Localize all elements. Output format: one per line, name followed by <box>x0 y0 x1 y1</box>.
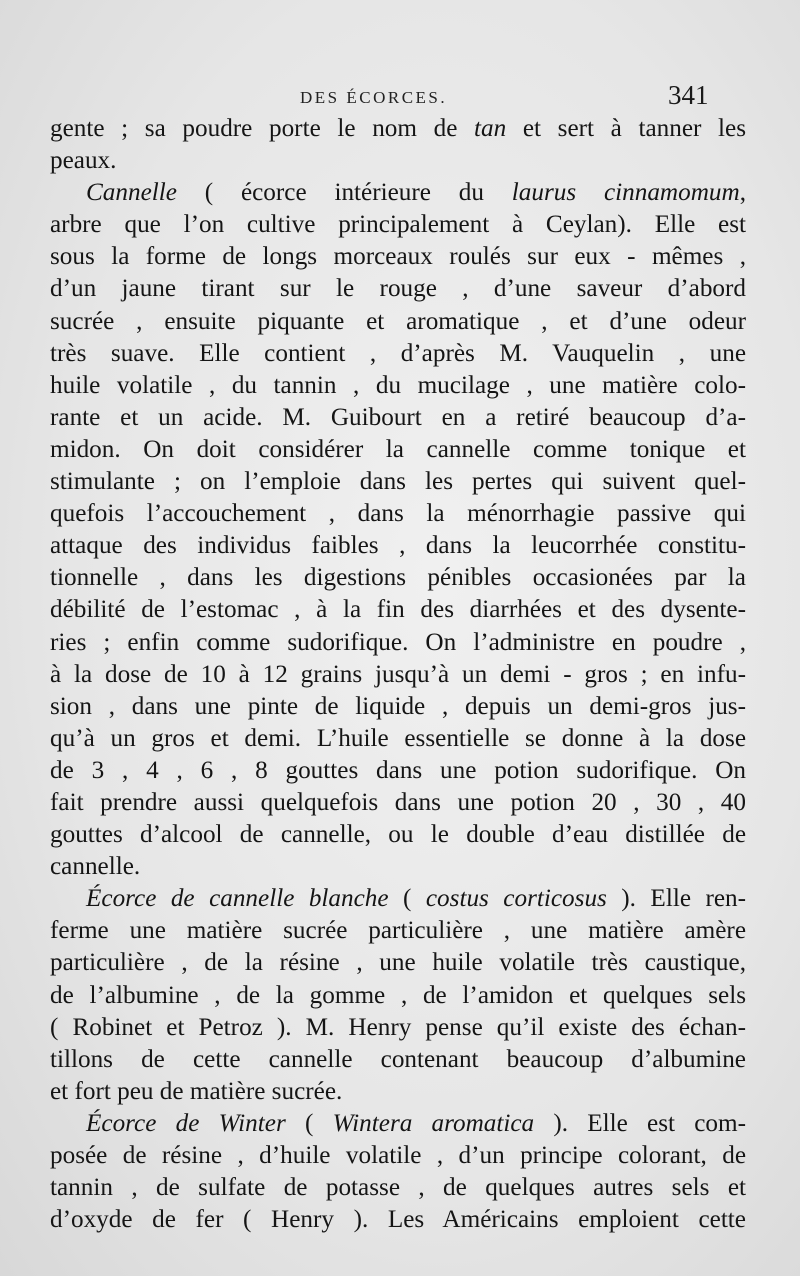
text-run: stimulante ; on l’emploie dans les pertes qui suivent quel- <box>50 468 746 496</box>
text-run: d’oxyde de fer ( Henry ). Les Américains emploient cette <box>50 1206 746 1234</box>
text-line <box>50 434 746 466</box>
page-number: 341 <box>668 80 709 110</box>
text-run: , <box>739 179 746 207</box>
text-line <box>50 241 746 273</box>
body-text <box>50 113 746 1236</box>
text-line <box>50 980 746 1012</box>
text-line <box>50 209 746 241</box>
text-run: midon. On doit considérer la cannelle comme tonique et <box>50 435 746 463</box>
text-run: cannelle. <box>50 853 141 881</box>
text-run: et fort peu de matière sucrée. <box>50 1077 343 1105</box>
text-run: tillons de cette cannelle contenant beaucoup d’albumine <box>50 1045 746 1073</box>
text-run: et sert à tanner les <box>506 115 746 142</box>
text-line <box>50 306 746 338</box>
text-line <box>50 787 746 819</box>
text-run: à la dose de 10 à 12 grains jusqu’à un demi - gros ; en infu- <box>50 660 746 688</box>
running-head <box>0 80 800 116</box>
text-run: tannin , de sulfate de potasse , de quelques autres sels et <box>50 1174 746 1202</box>
text-run: gouttes d’alcool de cannelle, ou le double d’eau distillée de <box>50 821 746 849</box>
text-run: très suave. Elle contient , d’après M. Vauquelin , une <box>50 339 746 367</box>
text-run: particulière , de la résine , une huile volatile très caustique, <box>50 949 746 977</box>
text-run: de 3 , 4 , 6 , 8 gouttes dans une potion sudorifique. On <box>50 756 746 784</box>
text-line <box>50 819 746 851</box>
text-line <box>50 1108 746 1140</box>
text-run: ). Elle est com- <box>534 1109 746 1137</box>
text-run: posée de résine , d’huile volatile , d’un principe colorant, de <box>50 1142 746 1169</box>
text-run: peaux. <box>50 147 117 175</box>
text-line <box>50 145 746 177</box>
text-run: ( écorce intérieure du <box>176 179 512 207</box>
text-line <box>50 755 746 787</box>
text-line <box>50 1140 746 1172</box>
text-run: ( <box>285 1109 333 1137</box>
text-run: sous la forme de longs morceaux roulés sur eux - mêmes , <box>50 243 746 271</box>
text-run: arbre que l’on cultive principalement à Ceylan). Elle est <box>50 211 746 239</box>
text-run: fait prendre aussi quelquefois dans une potion 20 , 30 , 40 <box>50 788 746 816</box>
text-line <box>50 273 746 305</box>
text-line <box>50 1012 746 1044</box>
italic-text: Écorce de Winter <box>86 1109 286 1137</box>
italic-text: Écorce de cannelle blanche <box>86 885 389 913</box>
text-run: ( Robinet et Petroz ). M. Henry pense qu’il existe des échan- <box>50 1013 746 1041</box>
text-line <box>50 498 746 530</box>
text-run: sion , dans une pinte de liquide , depuis un demi-gros jus- <box>50 692 746 720</box>
text-line <box>50 627 746 659</box>
text-run: débilité de l’estomac , à la fin des diarrhées et des dysente- <box>50 596 746 624</box>
text-run: qu’à un gros et demi. L’huile essentielle se donne à la dose <box>50 724 746 752</box>
italic-text: costus corticosus <box>425 885 607 913</box>
text-line <box>50 177 746 209</box>
text-line <box>50 466 746 498</box>
text-run: quefois l’accouchement , dans la ménorrhagie passive qui <box>50 500 746 528</box>
text-run: attaque des individus faibles , dans la leucorrhée constitu- <box>50 532 746 560</box>
text-line <box>50 1044 746 1076</box>
text-line <box>50 1172 746 1204</box>
text-line <box>50 723 746 755</box>
text-line <box>50 562 746 594</box>
text-run: ( <box>388 885 426 913</box>
text-run: ries ; enfin comme sudorifique. On l’administre en poudre , <box>50 628 746 656</box>
italic-text: tan <box>474 115 507 142</box>
italic-text: Cannelle <box>86 179 177 207</box>
text-line <box>50 594 746 626</box>
text-run: rante et un acide. M. Guibourt en a retiré beaucoup d’a- <box>50 403 746 431</box>
text-line <box>50 113 746 145</box>
text-run: sucrée , ensuite piquante et aromatique , et d’une odeur <box>50 307 746 335</box>
text-line <box>50 851 746 883</box>
text-line <box>50 691 746 723</box>
text-line <box>50 915 746 947</box>
text-run: ). Elle ren- <box>606 885 746 913</box>
text-run: ferme une matière sucrée particulière , une matière amère <box>50 917 746 945</box>
text-run: d’un jaune tirant sur le rouge , d’une saveur d’abord <box>50 275 746 303</box>
text-run: de l’albumine , de la gomme , de l’amidon et quelques sels <box>50 981 746 1009</box>
text-run: gente ; sa poudre porte le nom de <box>50 115 475 142</box>
italic-text: laurus cinnamomum <box>511 179 740 207</box>
text-run: tionnelle , dans les digestions pénibles occasionées par la <box>50 564 746 592</box>
text-line <box>50 530 746 562</box>
text-line <box>50 659 746 691</box>
text-line <box>50 370 746 402</box>
text-line <box>50 1076 746 1108</box>
italic-text: Wintera aromatica <box>332 1109 535 1137</box>
text-line <box>50 947 746 979</box>
text-line <box>50 883 746 915</box>
text-line <box>50 338 746 370</box>
text-line <box>50 402 746 434</box>
text-run: huile volatile , du tannin , du mucilage , une matière colo- <box>50 371 746 399</box>
text-line <box>50 1204 746 1236</box>
running-title: DES ÉCORCES. <box>300 88 448 107</box>
